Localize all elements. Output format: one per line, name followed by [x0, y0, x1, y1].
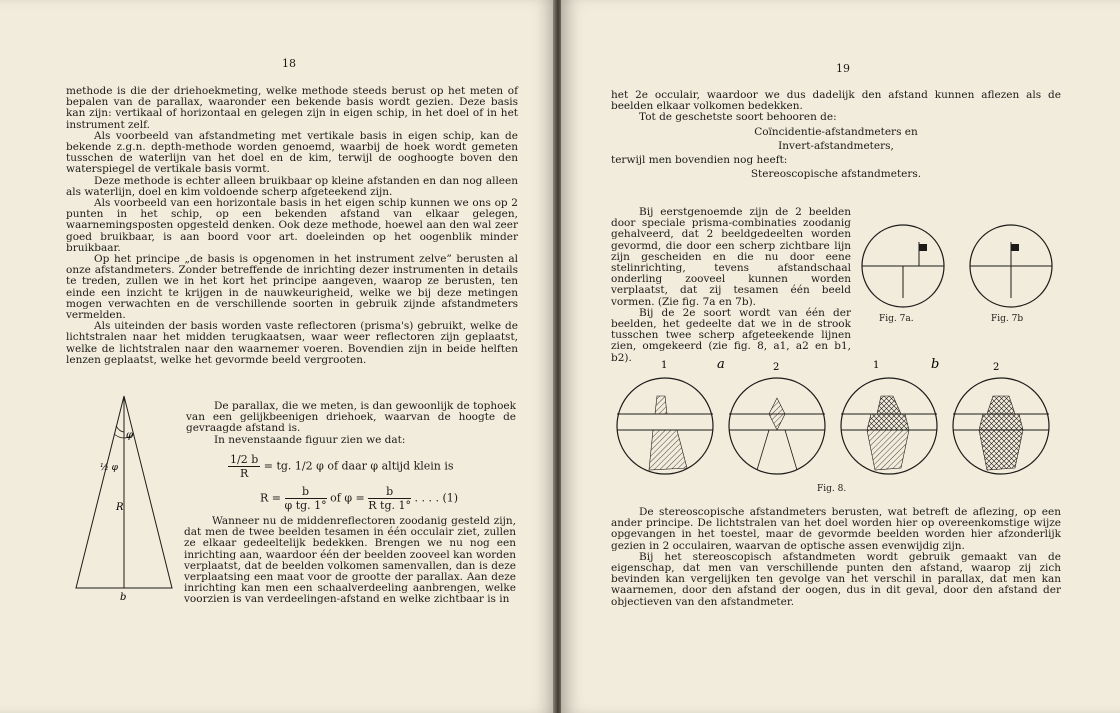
r-label: R: [116, 502, 124, 513]
page-number: 18: [282, 57, 296, 70]
fig8-circle-a2: [729, 378, 825, 474]
paragraph: Deze methode is echter alleen bruikbaar op kleine afstanden en dan nog alleen als waterlijn, doel en kim voldoende scherp afgeteekend zijn.: [66, 174, 518, 198]
right-text-top: [611, 90, 1061, 180]
paragraph: Als voorbeeld van een horizontale basis in het eigen schip kunnen we ons op 2 punten in het schip, op een bekenden afstand van elkaar gelegen, waarnemingsposten opgesteld denken. Ook deze methode, hoewel aan den wal zeer goed bruikbaar, is aan boord voor art. doeleinden op het oogenblik minder bruikbaar.: [66, 197, 518, 254]
paragraph: methode is die der driehoekmeting, welke methode steeds berust op het meten of bepalen van de parallax, waaronder een bekende basis wordt gezien. Deze basis kan zijn: vertikaal of horizontaal en gelegen zijn in eigen schip, in het doel of in het instrument zelf.: [66, 85, 518, 131]
fig7a-caption: Fig. 7a.: [879, 314, 914, 324]
equation-2: R = $\frac{b}{\text{φ tg. 1°}}$ of φ = $\frac{b}{\text{R tg. 1°}}$ . . . . (1): [260, 485, 459, 512]
left-text-beside-figure: [186, 401, 516, 446]
fig8-circle-a1: [617, 378, 713, 474]
paragraph: Wanneer nu de middenreflectoren zoodanig gesteld zijn, dat men de twee beelden tesamen in één occulair ziet, zullen ze elkaar gedeeltelijk bedekken. Brengen we nu nog een inrichting aan, waardoor één der beelden zooveel kan worden verplaatst, dat de beelden volkomen samenvallen, dan is deze verplaatsing een maat voor de grootte der parallax. Aan deze inrichting kan men een schaalverdeeling aanbrengen, welke voorzien is van verdeelingen-afstand en welke zichtbaar is in: [184, 515, 516, 606]
left-text-bottom: [66, 516, 516, 606]
half-phi-label: ½ φ: [100, 463, 118, 473]
fig8-caption: Fig. 8.: [817, 484, 847, 494]
left-page: [0, 0, 555, 713]
paragraph: Bij de 2e soort wordt van één der beelden, het gedeelte dat we in de strook tusschen twee scherp afgeteekende lijnen zien, omgekeerd (zie fig. 8, a1, a2 en b1, b2).: [611, 306, 851, 364]
fig7b-caption: Fig. 7b: [991, 314, 1024, 324]
centered-line: Invert-afstandmeters,: [778, 139, 894, 152]
paragraph: Bij het stereoscopisch afstandmeten wordt gebruik gemaakt van de eigenschap, dat men van verschillende punten den afstand, waarop zij zich bevinden kan vergelijken ten gevolge van het verschil in parallax, dat men kan waarnemen, door den afstand der oogen, dus in dit geval, door den afstand der objectieven van den afstandmeter.: [611, 550, 1061, 608]
phi-label: φ: [126, 430, 134, 441]
fig8-circle-b1: [841, 378, 937, 474]
right-text-bottom: [611, 507, 1061, 608]
paragraph: De stereoscopische afstandmeters berusten, wat betreft de aflezing, op een ander principe. De lichtstralen van het doel worden hier op overeenkomstige wijze opgevangen in het toestel, maar de gevormde beelden worden hier afzonderlijk gezien in 2 occulairen, waarvan de optische assen evenwijdig zijn.: [611, 506, 1061, 552]
equation-1: $\frac{1/2 b}{R}$ = tg. 1/2 φ of daar φ altijd klein is: [230, 453, 454, 480]
fig8-label: 2: [993, 362, 1000, 373]
paragraph: terwijl men bovendien nog heeft:: [611, 154, 788, 167]
page-number: 19: [836, 62, 850, 75]
paragraph: Op het principe „de basis is opgenomen in het instrument zelve” berusten al onze afstandmeters. Zonder betreffende de inrichting dezer instrumenten in details te treden, zullen we in het kort het principe aangeven, waarop ze berusten, ten einde een inzicht te krijgen in de nauwkeurigheid, welke we bij deze metingen mogen verwachten en de verschillende soorten in gebruik zijnde afstandmeters vermelden.: [66, 253, 518, 322]
paragraph: Tot de geschetste soort behooren de:: [639, 111, 837, 124]
paragraph: Als voorbeeld van afstandmeting met vertikale basis in eigen schip, kan de bekende z.g.n. depth-methode worden genoemd, waarbij de hoek wordt gemeten tusschen de waterlijn van het doel en de kim, terwijl de ooghoogte boven den waterspiegel de vertikale basis vormt.: [66, 129, 518, 176]
paragraph: In nevenstaande figuur zien we dat:: [214, 433, 406, 446]
fig-8: [609, 356, 1069, 480]
left-text-top: [66, 86, 518, 366]
right-text-beside-fig7: [611, 207, 851, 364]
fig8-label: 1: [873, 360, 880, 371]
centered-line: Stereoscopische afstandmeters.: [750, 168, 922, 181]
paragraph: De parallax, die we meten, is dan gewoonlijk de tophoek van een gelijkbeenigen driehoek, waarvan de hoogte de gevraagde afstand is.: [186, 400, 516, 435]
paragraph: het 2e occulair, waardoor we dus dadelijk den afstand kunnen aflezen als de beelden elkaar volkomen bedekken.: [611, 89, 1061, 113]
right-page: [561, 0, 1120, 713]
fig8-circle-b2: [953, 378, 1049, 474]
fig8-label: 2: [773, 362, 780, 373]
paragraph: Als uiteinden der basis worden vaste reflectoren (prisma's) gebruikt, welke de lichtstralen naar het midden terugkaatsen, waar weer reflectoren zijn geplaatst, welke de lichtstralen naar den waarnemer voeren. Bovendien zijn in beide helften lenzen geplaatst, welke het gevormde beeld vergrooten.: [66, 320, 518, 366]
paragraph: Bij eerstgenoemde zijn de 2 beelden door speciale prisma-combinaties zoodanig gehalveerd, dat 2 beeldgedeelten worden gevormd, die door een scherp zichtbare lijn zijn gescheiden en die nu door eene stelinrichting, tevens afstandschaal onderling zooveel kunnen worden verplaatst, dat zij tesamen één beeld vormen. (Zie fig. 7a en 7b).: [611, 206, 851, 308]
centered-line: Coïncidentie-afstandmeters en: [754, 125, 918, 138]
fig8-label: 1: [661, 360, 668, 371]
b-label: b: [120, 592, 127, 603]
fig8-label: a: [717, 357, 725, 372]
fig-7-circles: [859, 222, 1059, 322]
fig8-label: b: [931, 357, 940, 372]
